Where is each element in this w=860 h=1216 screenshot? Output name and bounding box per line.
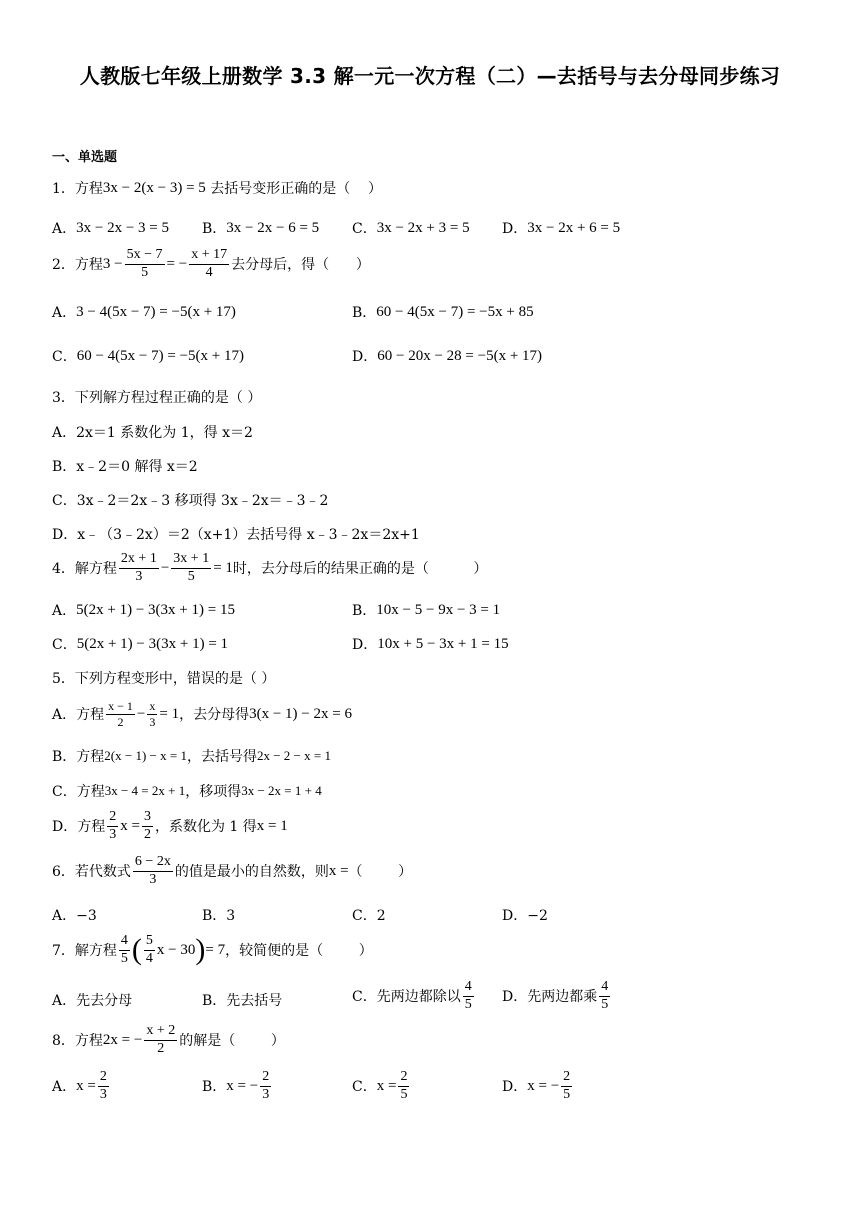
option-d[interactable]: D．−2 — [502, 908, 548, 924]
fraction — [147, 700, 157, 728]
option-d[interactable]: D．x﹣（3﹣2x）＝2（x+1）去括号得 x﹣3﹣2x＝2x+1 — [52, 527, 420, 543]
denominator: 3 — [262, 1086, 270, 1102]
numerator: 2 — [398, 1070, 409, 1087]
question-8 — [52, 1024, 285, 1056]
option-equation: 3x − 4 = 2x + 1 — [104, 783, 186, 798]
question-text: 方程 — [74, 181, 103, 197]
equation-part: x = — [328, 862, 349, 879]
equation-part: x = — [120, 817, 140, 834]
equation-part: − — [160, 559, 170, 576]
option-label: D． — [352, 349, 378, 365]
option-equation: 2(x − 1) − x = 1 — [104, 748, 187, 763]
option-label: D．方程 — [52, 819, 106, 836]
option-a[interactable] — [52, 700, 352, 728]
section-heading: 一、单选题 — [52, 150, 118, 165]
fraction — [171, 552, 211, 584]
option-label: B． — [202, 221, 227, 237]
option-d[interactable] — [52, 810, 288, 842]
question-1 — [52, 178, 382, 198]
fraction — [189, 248, 229, 280]
option-label: B．方程 — [52, 749, 105, 765]
denominator: 5 — [120, 950, 128, 966]
option-equation: 10x − 5 − 9x − 3 = 1 — [376, 601, 501, 618]
denominator: 5 — [464, 996, 472, 1012]
question-4 — [52, 552, 487, 584]
numerator: x + 2 — [144, 1024, 177, 1041]
left-paren: ( — [131, 933, 142, 967]
numerator: 2 — [561, 1070, 572, 1087]
right-paren: ) — [195, 933, 206, 967]
fraction — [119, 552, 159, 584]
fraction — [133, 855, 173, 887]
fraction — [463, 980, 474, 1012]
fraction — [106, 700, 135, 728]
equation-part: = 1 — [213, 559, 233, 576]
option-label: C． — [352, 1079, 377, 1096]
numerator: x − 1 — [108, 699, 133, 713]
numerator: 3 — [142, 810, 153, 827]
option-text: C．先两边都除以 — [352, 989, 461, 1006]
numerator: 2x + 1 — [119, 552, 159, 569]
option-label: C． — [352, 221, 377, 237]
question-text: ，较简便的是（ ） — [225, 943, 373, 960]
option-label: A． — [52, 305, 77, 321]
equation-part: − — [136, 705, 146, 722]
option-text: ，去分母得 — [179, 707, 250, 724]
numerator: 6 − 2x — [133, 855, 173, 872]
denominator: 3 — [135, 568, 143, 584]
option-equation: 3x − 2x = 1 + 4 — [241, 783, 322, 798]
option-a[interactable] — [52, 1070, 111, 1102]
equation-part: = 1 — [159, 705, 180, 722]
option-c[interactable]: C．2 — [352, 908, 386, 924]
denominator: 3 — [149, 871, 157, 887]
fraction — [260, 1070, 271, 1102]
equation-part: 2x = − — [102, 1031, 143, 1048]
option-c[interactable] — [352, 980, 476, 1012]
equation-part: x = — [376, 1077, 397, 1094]
option-d[interactable] — [352, 634, 509, 654]
option-b[interactable] — [202, 218, 319, 238]
option-equation: 5(2x + 1) − 3(3x + 1) = 1 — [76, 635, 229, 652]
option-label: A． — [52, 1079, 77, 1096]
equation-part: x − 30 — [156, 941, 196, 958]
option-b[interactable]: B．先去括号 — [202, 993, 283, 1009]
option-label: D． — [502, 1079, 528, 1096]
option-c[interactable]: C．3x﹣2＝2x﹣3 移项得 3x﹣2x＝﹣3﹣2 — [52, 493, 329, 509]
fraction — [107, 810, 118, 842]
numerator: 2 — [107, 810, 118, 827]
question-text: 方程 — [74, 257, 103, 274]
denominator: 5 — [141, 264, 149, 280]
option-label: B． — [352, 305, 377, 321]
question-text: 时，去分母后的结果正确的是（ ） — [232, 561, 488, 578]
question-3: 3．下列解方程过程正确的是（ ） — [52, 390, 262, 406]
question-text: 6．若代数式 — [52, 864, 131, 881]
question-number: 1． — [52, 181, 75, 197]
fraction — [98, 1070, 109, 1102]
option-equation: 3x − 2x − 3 = 5 — [76, 219, 170, 236]
option-b[interactable] — [52, 746, 331, 766]
option-a[interactable]: A．2x＝1 系数化为 1，得 x＝2 — [52, 425, 253, 441]
denominator: 2 — [157, 1040, 165, 1056]
question-2 — [52, 248, 370, 280]
option-equation: 10x + 5 − 3x + 1 = 15 — [377, 635, 509, 652]
option-text: ，去括号得 — [186, 749, 257, 765]
denominator: 2 — [143, 826, 151, 842]
question-6 — [52, 855, 412, 887]
denominator: 2 — [117, 714, 124, 729]
option-equation: 5(2x + 1) − 3(3x + 1) = 15 — [76, 601, 235, 618]
equation-part: x = − — [527, 1077, 560, 1094]
option-equation: 3x − 2x + 3 = 5 — [376, 219, 470, 236]
option-c[interactable] — [352, 218, 470, 238]
fraction — [561, 1070, 572, 1102]
question-text: 解方程 — [74, 561, 117, 578]
numerator: 2 — [260, 1070, 271, 1087]
fraction — [125, 248, 165, 280]
page-title: 人教版七年级上册数学 3.3 解一元一次方程（二）—去括号与去分母同步练习 — [79, 64, 781, 88]
question-7 — [52, 934, 373, 966]
fraction — [144, 934, 155, 966]
equation-part: x = − — [226, 1077, 259, 1094]
question-5: 5．下列方程变形中，错误的是（ ） — [52, 671, 276, 687]
denominator: 5 — [400, 1086, 408, 1102]
option-equation: 3x − 2x + 6 = 5 — [527, 219, 621, 236]
question-text: 7．解方程 — [52, 943, 117, 960]
option-label: D． — [352, 637, 378, 653]
option-equation: 3 − 4(5x − 7) = −5(x + 17) — [76, 303, 236, 320]
fraction — [599, 980, 610, 1012]
option-label: C．方程 — [52, 784, 105, 800]
option-label: B． — [202, 1079, 227, 1096]
option-equation: 60 − 4(5x − 7) = −5x + 85 — [376, 303, 534, 320]
fraction — [142, 810, 153, 842]
option-c[interactable] — [52, 634, 228, 654]
numerator: 4 — [599, 980, 610, 997]
option-text: D．先两边都乘 — [502, 989, 598, 1006]
question-text: 去括号变形正确的是（ ） — [205, 181, 383, 197]
denominator: 4 — [145, 950, 153, 966]
fraction — [398, 1070, 409, 1102]
option-a[interactable] — [52, 302, 236, 322]
option-equation: 60 − 20x − 28 = −5(x + 17) — [377, 347, 543, 364]
equation-part: 3 − — [102, 255, 123, 272]
option-label: A． — [52, 603, 77, 619]
option-label: A． — [52, 221, 77, 237]
option-c[interactable] — [52, 346, 244, 366]
option-text: ，移项得 — [185, 784, 242, 800]
denominator: 3 — [149, 714, 156, 729]
fraction — [119, 934, 130, 966]
option-d[interactable] — [502, 980, 612, 1012]
question-text: 的值是最小的自然数，则 — [174, 864, 329, 881]
equation-part: x = — [76, 1077, 96, 1094]
fraction — [144, 1024, 177, 1056]
option-b[interactable]: B．3 — [202, 908, 236, 924]
numerator: x + 17 — [189, 248, 229, 265]
numerator: x — [149, 699, 156, 713]
option-label: D． — [502, 221, 528, 237]
option-b[interactable] — [352, 600, 500, 620]
option-equation: 3(x − 1) − 2x = 6 — [249, 705, 352, 722]
numerator: 3x + 1 — [171, 552, 211, 569]
equation-part: = 7 — [205, 941, 226, 958]
denominator: 5 — [601, 996, 609, 1012]
equation-part: = − — [166, 255, 188, 272]
question-text: （ ） — [348, 864, 413, 881]
denominator: 4 — [205, 264, 213, 280]
option-d[interactable] — [502, 1070, 574, 1102]
option-b[interactable]: B．x﹣2＝0 解得 x＝2 — [52, 459, 198, 475]
option-c[interactable] — [52, 781, 322, 801]
option-a[interactable] — [52, 600, 235, 620]
denominator: 5 — [187, 568, 195, 584]
question-text: 的解是（ ） — [179, 1033, 285, 1050]
numerator: 4 — [463, 980, 474, 997]
numerator: 5 — [144, 934, 155, 951]
option-b[interactable] — [352, 302, 534, 322]
option-d[interactable] — [502, 218, 620, 238]
numerator: 2 — [98, 1070, 109, 1087]
question-text: 去分母后，得（ ） — [231, 257, 370, 274]
option-label: A．方程 — [52, 707, 105, 724]
option-a[interactable]: A．先去分母 — [52, 993, 133, 1009]
denominator: 3 — [109, 826, 117, 842]
option-label: C． — [52, 637, 77, 653]
option-b[interactable] — [202, 1070, 273, 1102]
numerator: 4 — [119, 934, 130, 951]
question-text: 8．方程 — [52, 1033, 103, 1050]
equation: 3x − 2(x − 3) = 5 — [102, 179, 206, 196]
option-text: ，系数化为 1 得 — [154, 819, 257, 836]
option-c[interactable] — [352, 1070, 411, 1102]
option-equation: 3x − 2x − 6 = 5 — [226, 219, 320, 236]
option-label: B． — [352, 603, 377, 619]
option-equation: x = 1 — [256, 817, 288, 834]
question-number: 2． — [52, 257, 75, 274]
option-equation: 60 − 4(5x − 7) = −5(x + 17) — [76, 347, 244, 364]
option-equation: 2x − 2 − x = 1 — [256, 748, 331, 763]
option-label: C． — [52, 349, 77, 365]
option-d[interactable] — [352, 346, 542, 366]
option-a[interactable] — [52, 218, 169, 238]
question-number: 4． — [52, 561, 75, 578]
numerator: 5x − 7 — [125, 248, 165, 265]
denominator: 3 — [99, 1086, 107, 1102]
option-a[interactable]: A．−3 — [52, 908, 97, 924]
denominator: 5 — [563, 1086, 571, 1102]
